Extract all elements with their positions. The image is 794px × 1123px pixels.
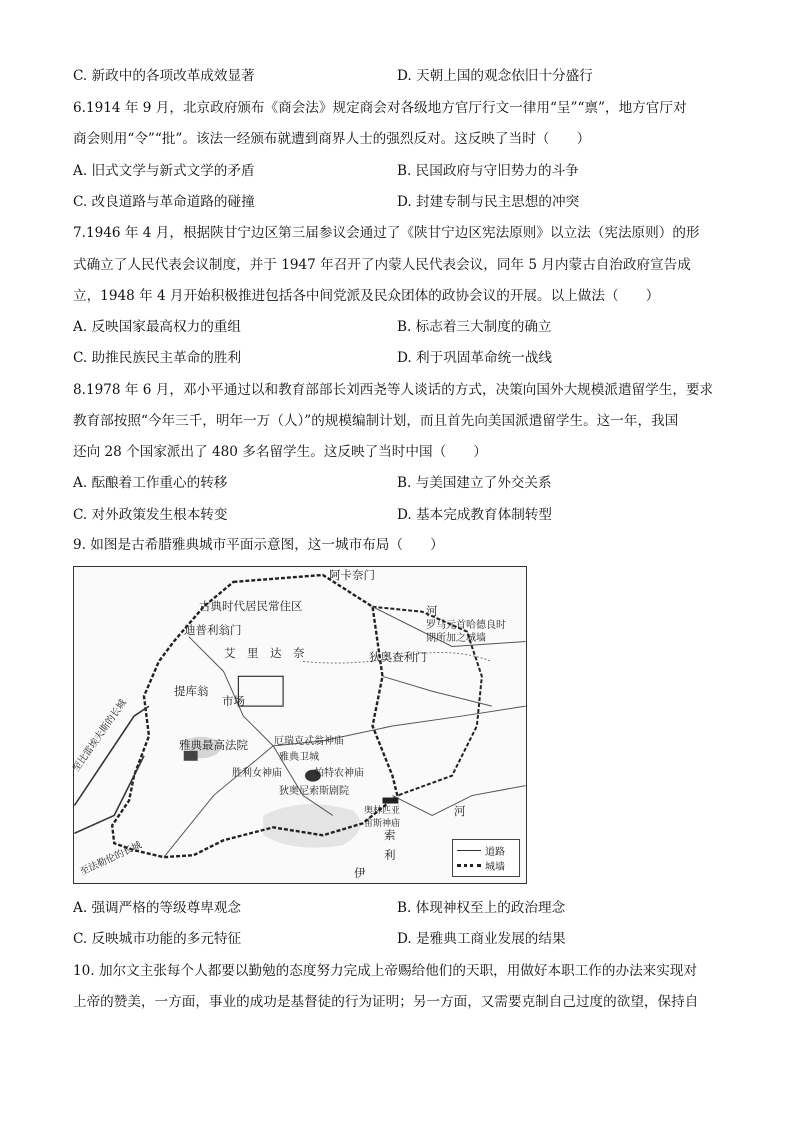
- map-label-acharnian-gate: 阿卡奈门: [329, 568, 375, 582]
- q6-option-a: A. 旧式文学与新式文学的矛盾: [73, 163, 255, 179]
- olympieion-mark: [382, 798, 398, 804]
- q5-option-d: D. 天朝上国的观念依旧十分盛行: [397, 68, 593, 84]
- map-label-propylaea: 雅典卫城: [279, 752, 319, 763]
- map-label-ilissos-1: 索: [384, 828, 396, 842]
- map-label-residential: 古典时代居民常住区: [199, 599, 303, 613]
- q9-option-b: B. 体现神权至上的政治理念: [397, 900, 566, 916]
- map-label-long-wall-piraeus: 至比雷埃夫斯的长城: [70, 697, 129, 774]
- agora-outline: [238, 676, 283, 706]
- map-legend: [452, 839, 520, 877]
- q7-stem-line1: 7.1946 年 4 月，根据陕甘宁边区第三届参议会通过了《陕甘宁边区宪法原则》以立法（宪法原则）的形: [73, 225, 700, 241]
- map-label-agora: 市场: [222, 694, 245, 708]
- q8-option-b: B. 与美国建立了外交关系: [397, 475, 552, 491]
- map-label-areopagus: 雅典最高法院: [179, 738, 248, 752]
- map-label-erechtheion: 厄瑞克忒翁神庙: [274, 736, 344, 747]
- q9-stem-line1: 9. 如图是古希腊雅典城市平面示意图，这一城市布局（ ）: [73, 537, 444, 553]
- q6-option-b: B. 民国政府与守旧势力的斗争: [397, 163, 579, 179]
- legend-road-label: 道路: [485, 846, 505, 858]
- athens-map-drawing: [74, 567, 526, 883]
- map-label-dionysus: 狄奥尼索斯剧院: [279, 786, 349, 797]
- q7-option-b: B. 标志着三大制度的确立: [397, 319, 552, 335]
- legend-row-wall: [457, 858, 505, 872]
- map-label-olympieion: 奥林匹亚宙斯神庙: [364, 806, 401, 829]
- q9-option-d: D. 是雅典工商业发展的结果: [397, 931, 566, 947]
- q5-option-c: C. 新政中的各项改革成效显著: [73, 68, 255, 84]
- q8-stem-line1: 8.1978 年 6 月，邓小平通过以和教育部部长刘西尧等人谈话的方式，决策向国外大规模派遣留学生，要求: [73, 382, 714, 398]
- q8-stem-line2: 教育部按照“今年三千，明年一万（人）”的规模编制计划，而且首先向美国派遣留学生。这一年，我国: [73, 413, 679, 429]
- road-6: [382, 676, 491, 706]
- road-4: [164, 746, 273, 857]
- q9-option-c: C. 反映城市功能的多元特征: [73, 931, 242, 947]
- q8-option-a: A. 酝酿着工作重心的转移: [73, 475, 228, 491]
- q8-option-c: C. 对外政策发生根本转变: [73, 507, 228, 523]
- map-label-athena-nike: 胜利女神庙: [232, 768, 282, 779]
- hill-shading: [263, 804, 360, 848]
- q6-stem-line1: 6.1914 年 9 月，北京政府颁布《商会法》规定商会对各级地方官厅行文一律用“呈”“禀”，地方官厅对: [73, 100, 687, 116]
- map-label-river-1: 河: [426, 604, 438, 618]
- map-label-eridanos: 艾 里 达 奈: [224, 646, 305, 660]
- map-label-dipylon-gate: 迪普利翁门: [184, 623, 242, 637]
- q7-option-c: C. 助推民族民主革命的胜利: [73, 350, 242, 366]
- map-label-pnyx: 提库翁: [174, 684, 209, 698]
- q6-stem-line2: 商会则用“令”“批”。该法一经颁布就遭到商界人士的强烈反对。这反映了当时（ ）: [73, 131, 591, 147]
- q9-option-a: A. 强调严格的等级尊卑观念: [73, 900, 241, 916]
- map-label-diochares-gate: 狄奥查利门: [369, 650, 427, 664]
- q7-stem-line3: 立，1948 年 4 月开始积极推进包括各中间党派及民众团体的政协会议的开展。以上做法（ ）: [73, 288, 660, 304]
- q7-option-a: A. 反映国家最高权力的重组: [73, 319, 241, 335]
- legend-wall-label: 城墙: [485, 861, 505, 873]
- map-label-parthenon: 帕特农神庙: [314, 768, 364, 779]
- map-label-roman-wall: 罗马元首哈德良时期所加之城墙: [426, 620, 506, 644]
- map-label-river-2: 河: [454, 804, 466, 818]
- q10-stem-line2: 上帝的赞美，一方面，事业的成功是基督徒的行为证明；另一方面，又需要克制自己过度的欲望，保持自: [73, 994, 699, 1010]
- q7-stem-line2: 式确立了人民代表会议制度，并于 1947 年召开了内蒙人民代表会议，同年 5 月内蒙古自治政府宣告成: [73, 257, 691, 273]
- legend-road-sample: [457, 850, 481, 851]
- legend-wall-sample: [457, 864, 481, 867]
- map-label-ilissos-2: 利: [384, 848, 396, 862]
- areopagus-mark: [184, 751, 198, 761]
- q8-stem-line3: 还向 28 个国家派出了 480 多名留学生。这反映了当时中国（ ）: [73, 444, 487, 460]
- athens-city-map: [70, 566, 527, 884]
- legend-row-road: [457, 843, 505, 857]
- q8-option-d: D. 基本完成教育体制转型: [397, 507, 552, 523]
- q6-option-d: D. 封建专制与民主思想的冲突: [397, 194, 580, 210]
- q6-option-c: C. 改良道路与革命道路的碰撞: [73, 194, 255, 210]
- q7-option-d: D. 利于巩固革命统一战线: [397, 350, 552, 366]
- map-label-long-wall-phaleron: 至法勒伦的长城: [78, 839, 144, 878]
- map-label-ilissos-3: 伊: [354, 866, 366, 880]
- q10-stem-line1: 10. 加尔文主张每个人都要以勤勉的态度努力完成上帝赐给他们的天职，用做好本职工作的办法来实现对: [73, 963, 698, 979]
